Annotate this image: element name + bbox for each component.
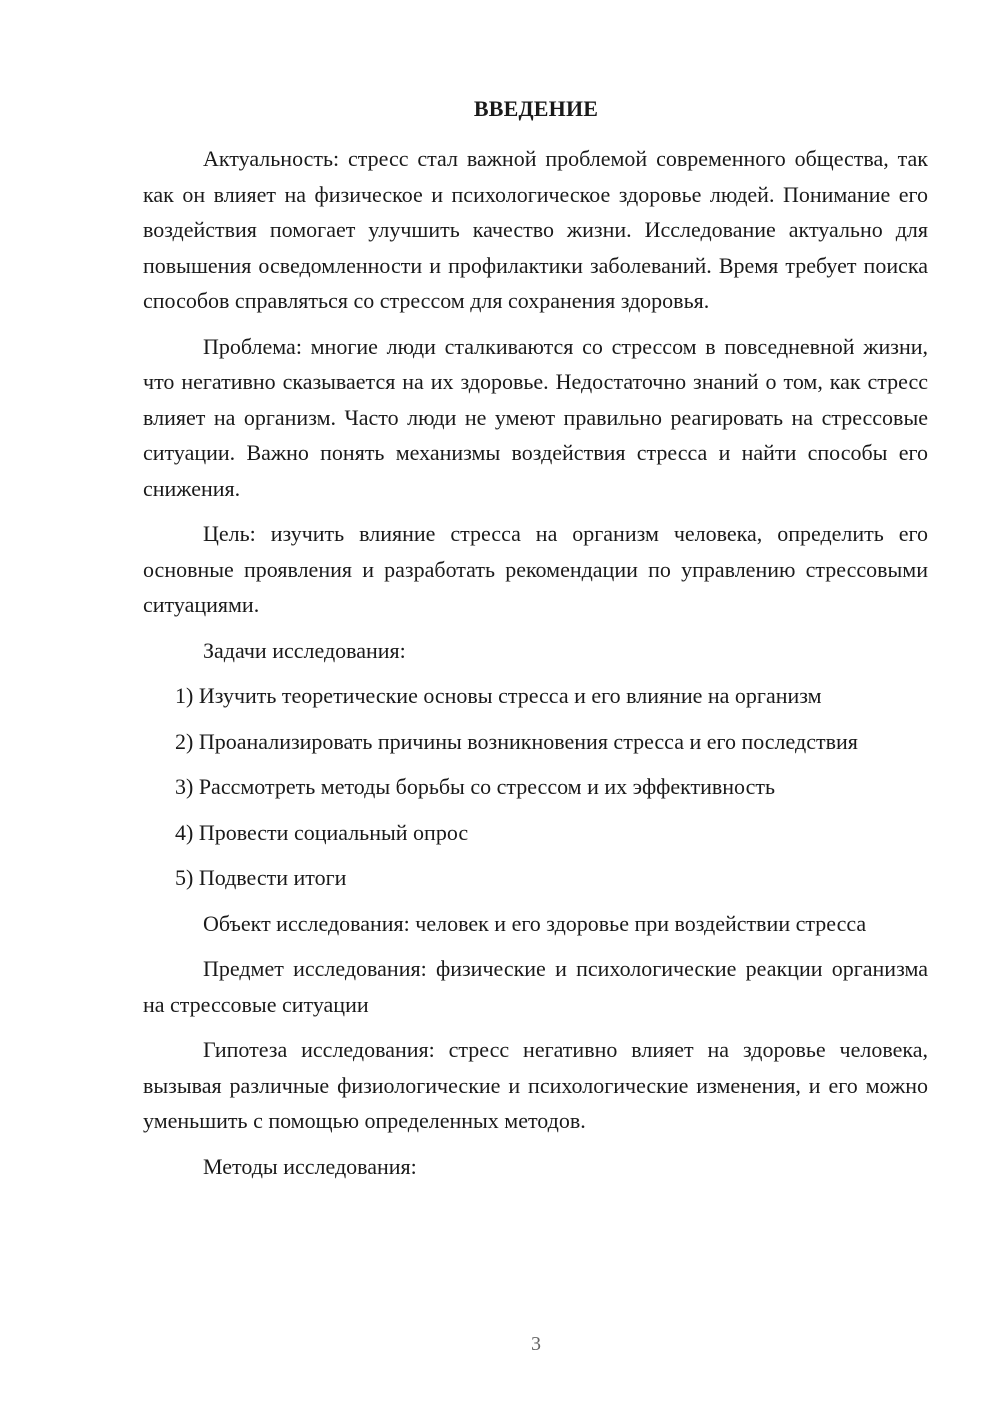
paragraph-tasks-title: Задачи исследования: xyxy=(203,637,406,663)
task-item-4: 4) Провести социальный опрос xyxy=(175,819,469,845)
page-number: 3 xyxy=(531,1333,541,1355)
page-heading: ВВЕДЕНИЕ xyxy=(473,96,599,121)
task-item-5: 5) Подвести итоги xyxy=(175,865,347,890)
task-item-1: 1) Изучить теоретические основы стресса и его влияние на организм xyxy=(175,683,822,708)
paragraph-methods-title: Методы исследования: xyxy=(203,1153,417,1179)
paragraph-problem: Проблема: многие люди сталкиваются со стрессом в повседневной жизни, что негативно сказывается на их здоровье. Недостаточно знаний о том, как стресс влияет на организм. Часто люди не умеют правильно реагировать на стрессовые ситуации. Важно понять механизмы воздействия стресса и найти способы его снижения. xyxy=(143,333,928,501)
paragraph-relevance: Актуальность: стресс стал важной проблемой современного общества, так как он влияет на физическое и психологическое здоровье людей. Понимание его воздействия помогает улучшить качество жизни. Исследование актуально для повышения осведомленности и профилактики заболеваний. Время требует поиска способов справляться со стрессом для сохранения здоровья. xyxy=(143,146,928,313)
paragraph-goal: Цель: изучить влияние стресса на организм человека, определить его основные проявления и разработать рекомендации по управлению стрессовыми ситуациями. xyxy=(143,521,928,617)
paragraph-hypothesis: Гипотеза исследования: стресс негативно влияет на здоровье человека, вызывая различные физиологические и психологические изменения, и его можно уменьшить с помощью определенных методов. xyxy=(143,1037,928,1133)
tasks-list xyxy=(143,678,928,896)
document-body xyxy=(143,141,928,1194)
task-item-2: 2) Проанализировать причины возникновения стресса и его последствия xyxy=(175,728,858,754)
task-item-3: 3) Рассмотреть методы борьбы со стрессом и их эффективность xyxy=(175,774,776,799)
paragraph-subject: Предмет исследования: физические и психологические реакции организма на стрессовые ситуации xyxy=(143,956,928,1017)
paragraph-object: Объект исследования: человек и его здоровье при воздействии стресса xyxy=(203,910,867,936)
